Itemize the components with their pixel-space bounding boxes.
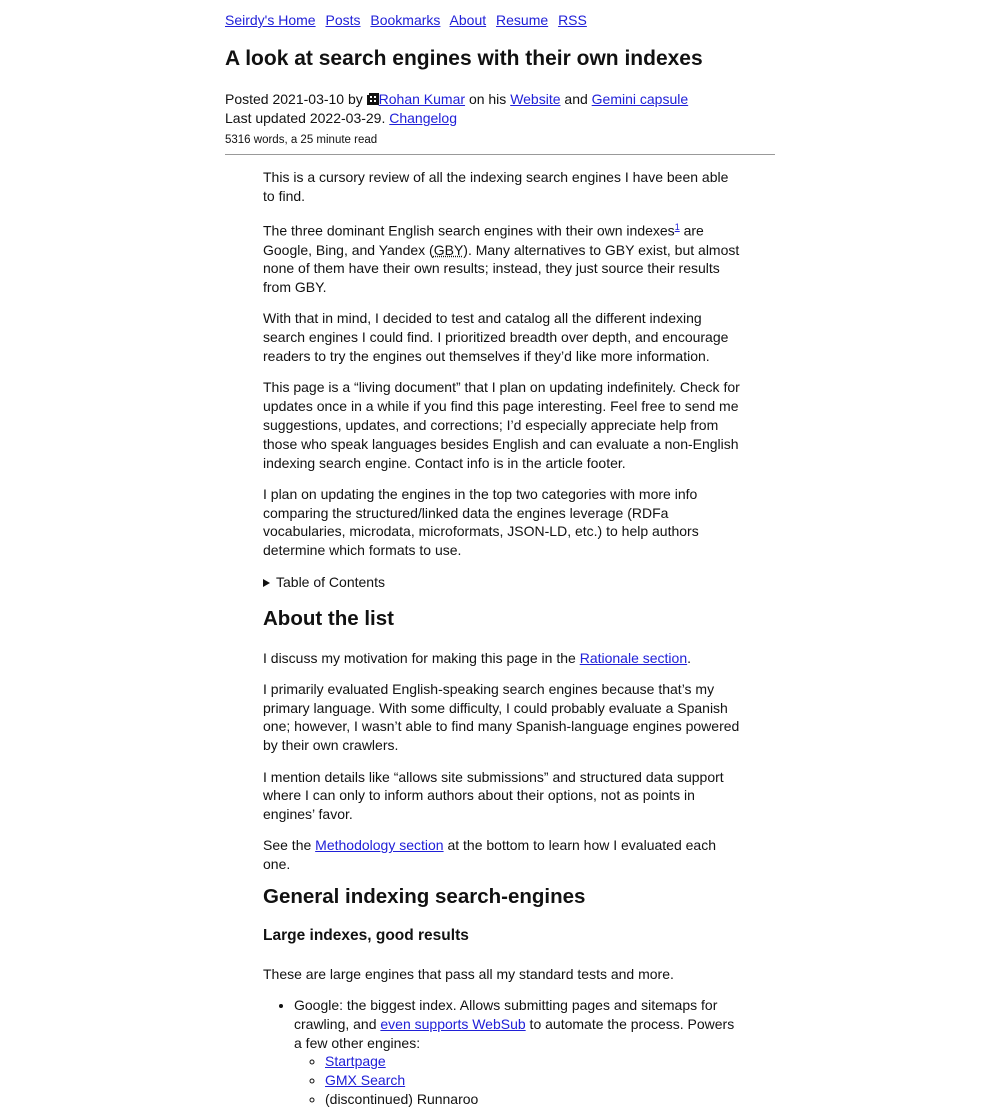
intro-p2-text-a: The three dominant English search engines with their own indexes — [263, 222, 675, 239]
general-heading: General indexing search-engines — [263, 885, 586, 909]
nav-resume-link[interactable]: Resume — [496, 12, 549, 28]
about-paragraph-1 — [263, 649, 741, 668]
nav-home-link[interactable]: Seirdy's Home — [225, 12, 316, 28]
intro-paragraph-2 — [263, 218, 741, 297]
post-meta — [225, 90, 785, 150]
author-avatar-icon — [367, 93, 379, 105]
and-text: and — [564, 91, 588, 107]
methodology-section-link[interactable]: Methodology section — [315, 837, 444, 854]
nav-posts-link[interactable]: Posts — [325, 12, 361, 28]
about-paragraph-3: I mention details like “allows site submissions” and structured data support where I can only to inform authors about their options, not as points in engines’ favor. — [263, 768, 724, 823]
nav-bookmarks-link[interactable]: Bookmarks — [370, 12, 441, 28]
nav-rss-link[interactable]: RSS — [558, 12, 587, 28]
website-link[interactable]: Website — [510, 91, 561, 107]
about-p4-text-a: See the — [263, 837, 316, 854]
gby-abbreviation: GBY — [433, 241, 464, 258]
nav-about-link[interactable]: About — [449, 12, 487, 28]
toc-label: Table of Contents — [276, 574, 385, 590]
gmx-search-link[interactable]: GMX Search — [325, 1072, 406, 1089]
rationale-section-link[interactable]: Rationale section — [579, 649, 688, 666]
startpage-link[interactable]: Startpage — [325, 1053, 386, 1070]
author-link[interactable]: Rohan Kumar — [378, 91, 466, 107]
updated-line — [225, 109, 785, 128]
general-intro: These are large engines that pass all my standard tests and more. — [263, 965, 674, 982]
engine-list — [263, 996, 741, 1109]
about-paragraph-2: I primarily evaluated English-speaking search engines because that’s my primary language. With some difficulty, I could probably evaluate a Spanish one; however, I wasn’t able to find many Spanish-language engines powered by their own crawlers. — [263, 680, 740, 754]
on-his-text: on his — [468, 91, 507, 107]
disclosure-triangle-icon — [263, 579, 270, 587]
about-p1-text-b: . — [687, 649, 691, 666]
site-nav — [225, 12, 593, 28]
intro-paragraph-3: With that in mind, I decided to test and catalog all the different indexing search engines I could find. I prioritized breadth over depth, and encourage readers to try the engines out themselves if they’d like more information. — [263, 310, 729, 365]
reading-stats: 5316 words, a 25 minute read — [225, 134, 378, 146]
list-item — [325, 1052, 741, 1071]
gemini-capsule-link[interactable]: Gemini capsule — [591, 91, 689, 107]
intro-paragraph-4: This page is a “living document” that I plan on updating indefinitely. Check for updates once in a while if you find this page interesting. Feel free to send me suggestions, updates, and corrections; I’d especially appreciate help from those who speak languages besides English and can evaluate a non-English indexing search engine. Contact info is in the article footer. — [263, 379, 740, 471]
list-item-google — [294, 996, 741, 1109]
intro-p2-text-b: are Google, Bing, and Yandex ( — [263, 222, 704, 258]
websub-link[interactable]: even supports WebSub — [380, 1015, 526, 1032]
google-powered-list — [294, 1052, 741, 1108]
posted-line — [225, 90, 785, 109]
footnote-1-link[interactable]: 1 — [674, 222, 680, 233]
page-title: A look at search engines with their own indexes — [225, 47, 703, 70]
table-of-contents-toggle[interactable] — [263, 573, 741, 592]
header-divider — [225, 154, 775, 155]
updated-prefix: Last updated 2022-03-29. — [225, 110, 386, 126]
about-heading: About the list — [263, 606, 394, 630]
posted-prefix: Posted 2021-03-10 by — [225, 91, 363, 107]
runnaroo-text: (discontinued) Runnaroo — [325, 1090, 479, 1107]
list-item — [325, 1071, 741, 1090]
list-item — [325, 1090, 741, 1109]
about-p1-text-a: I discuss my motivation for making this page in the — [263, 649, 580, 666]
about-p4-text-b: at the bottom to learn how I evaluated each one. — [263, 837, 716, 873]
intro-paragraph-5: I plan on updating the engines in the top two categories with more info comparing the structured/linked data the engines leverage (RDFa vocabularies, microdata, microformats, JSON-LD, etc.) to help authors determine which formats to use. — [263, 485, 699, 559]
google-text-a: Google: the biggest index. Allows submitting pages and sitemaps for crawling, and — [294, 996, 718, 1032]
changelog-link[interactable]: Changelog — [389, 110, 457, 126]
intro-p2-text-c: ). Many alternatives to GBY exist, but almost none of them have their own results; instead, they just source their results from GBY. — [263, 241, 740, 296]
google-text-b: to automate the process. Powers a few other engines: — [294, 1015, 735, 1051]
article-body — [263, 168, 741, 1109]
large-indexes-heading: Large indexes, good results — [263, 926, 469, 944]
intro-paragraph-1: This is a cursory review of all the indexing search engines I have been able to find. — [263, 169, 729, 204]
about-paragraph-4 — [263, 836, 741, 874]
